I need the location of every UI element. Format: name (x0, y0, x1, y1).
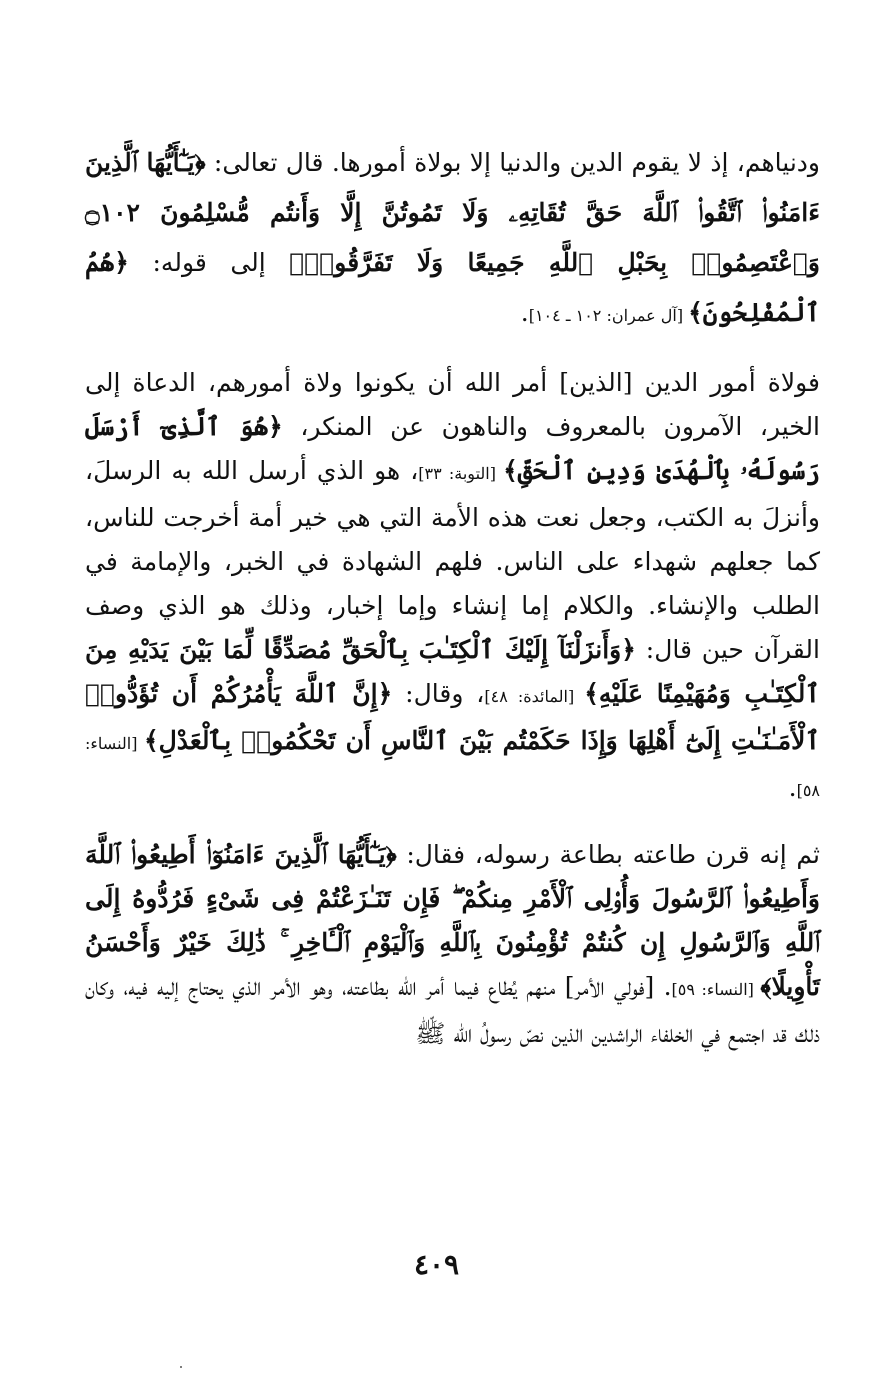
p1-text-2: إلى قوله: (128, 248, 290, 277)
p2-reference-1: [التوبة: ٣٣] (418, 464, 504, 483)
p2-reference-2: [المائدة: ٤٨] (484, 687, 585, 706)
p2-text-4: . (788, 773, 797, 802)
paragraph-3 (85, 833, 820, 1056)
p3-text-2: . [فولي الأمر] منهم يُطاع فيما أمر الله بطاعته، وهو الأمر الذي يحتاج إليه فيه، وكان ذلك قد اجتمع في الخلفاء الراشدين الذين نصّ رسولُ الله ﷺ (85, 972, 820, 1048)
p2-verse-3: ﴿إِنَّ ٱللَّهَ يَأْمُرُكُمْ أَن تُؤَدُّوا۟ ٱلْأَمَـٰنَـٰتِ إِلَىٰٓ أَهْلِهَا وَإِذَا حَكَمْتُم بَيْنَ ٱلنَّاسِ أَن تَحْكُمُوا۟ بِٱلْعَدْلِ﴾ (85, 679, 820, 755)
p3-verse-1: ﴿يَـٰٓأَيُّهَا ٱلَّذِينَ ءَامَنُوٓا۟ أَطِيعُوا۟ ٱللَّهَ وَأَطِيعُوا۟ ٱلرَّسُولَ وَأُو۟لِى ٱلْأَمْرِ مِنكُمْ ۖ فَإِن تَنَـٰزَعْتُمْ فِى شَىْءٍ فَرُدُّوهُ إِلَى ٱللَّهِ وَٱلرَّسُولِ إِن كُنتُمْ تُؤْمِنُونَ بِٱللَّهِ وَٱلْيَوْمِ ٱلْـَٔاخِرِ ۚ ذَٰلِكَ خَيْرٌ وَأَحْسَنُ تَأْوِيلًا﴾ (85, 840, 820, 1001)
p2-verse-2: ﴿وَأَنزَلْنَآ إِلَيْكَ ٱلْكِتَـٰبَ بِٱلْحَقِّ مُصَدِّقًا لِّمَا بَيْنَ يَدَيْهِ مِنَ ٱلْكِتَـٰبِ وَمُهَيْمِنًا عَلَيْهِ﴾ (85, 635, 821, 708)
p1-verse-2: ﴿هُمُ ٱلْمُفْلِحُونَ﴾ (85, 248, 820, 327)
p1-text-1: ودنياهم، إذ لا يقوم الدين والدنيا إلا بولاة أمورها. قال تعالى: (205, 148, 820, 177)
p3-text-1: ثم إنه قرن طاعته بطاعة رسوله، فقال: (396, 840, 820, 869)
paragraph-1 (85, 138, 820, 341)
p2-text-3: ، وقال: (392, 679, 485, 708)
p1-reference: [آل عمران: ١٠٢ ـ ١٠٤] (528, 306, 689, 325)
paragraph-gap (85, 813, 820, 833)
page-number: ٤٠٩ (413, 1248, 460, 1281)
paragraph-gap (85, 341, 820, 361)
p2-reference-3: [النساء: ٥٨] (85, 734, 820, 800)
p2-text-1: فولاة أمور الدين [الذين] أمر الله أن يكونوا ولاة أمورهم، الدعاة إلى الخير، الآمرون بالمعروف والناهون عن المنكر، (85, 368, 821, 441)
p1-text-3: . (520, 298, 529, 327)
p2-verse-1: ﴿هُوَ ٱلَّذِىٓ أَرْسَلَ رَسُولَهُۥ بِٱلْهُدَىٰ وَدِينِ ٱلْحَقِّ﴾ (85, 412, 820, 485)
p1-verse-1: ﴿يَـٰٓأَيُّهَا ٱلَّذِينَ ءَامَنُوا۟ ٱتَّقُوا۟ ٱللَّهَ حَقَّ تُقَاتِهِۦ وَلَا تَمُوتُنَّ إِلَّا وَأَنتُم مُّسْلِمُونَ ۝١٠٢ وَٱعْتَصِمُوا۟ بِحَبْلِ ٱللَّهِ جَمِيعًا وَلَا تَفَرَّقُوا۟﴾ (85, 148, 820, 277)
paragraph-2 (85, 361, 820, 813)
p3-reference: [النساء: ٥٩] (671, 980, 761, 999)
p2-text-2: ، هو الذي أرسل الله به الرسلَ، وأنزلَ به الكتب، وجعل نعت هذه الأمة التي هي خير أمة أخرجت للناس، كما جعلهم شهداء على الناس. فلهم الشهادة في الخبر، والإمامة في الطلب والإنشاء. والكلام إما إنشاء وإما إخبار، وذلك هو الذي وصف القرآن حين قال: (85, 456, 820, 664)
page-body (85, 138, 820, 1056)
scan-speck (180, 1366, 182, 1368)
